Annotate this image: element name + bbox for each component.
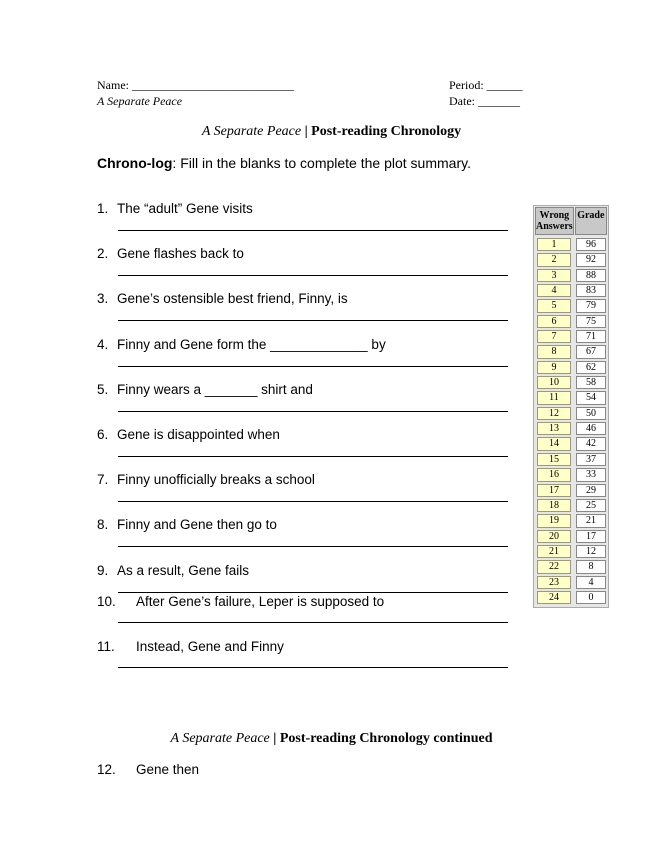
book-title-header: A Separate Peace: [97, 94, 183, 108]
question-number: 12.: [97, 762, 116, 777]
page-title-rest: | Post-reading Chronology: [301, 124, 462, 139]
question-number: 9.: [97, 563, 109, 578]
grade-cell: 67: [576, 345, 606, 358]
grade-table-row: [534, 529, 608, 544]
question-number: 4.: [97, 337, 109, 352]
wrong-answers-cell: 16: [537, 468, 571, 481]
grade-cell: 12: [576, 545, 606, 558]
question-2: [97, 246, 244, 261]
grade-table-row: [534, 452, 608, 467]
wrong-answers-cell: 18: [537, 499, 571, 512]
grade-table-row: [534, 544, 608, 559]
question-3: [97, 291, 348, 306]
grade-table-row: [534, 283, 608, 298]
wrong-answers-cell: 12: [537, 407, 571, 420]
wrong-answers-cell: 17: [537, 484, 571, 497]
answer-line[interactable]: [118, 366, 508, 367]
question-6: [97, 427, 280, 442]
continued-title-book: A Separate Peace: [170, 731, 270, 746]
grade-table-row: [534, 559, 608, 574]
wrong-answers-cell: 11: [537, 391, 571, 404]
question-number: 6.: [97, 427, 109, 442]
grade-table-row: [534, 421, 608, 436]
grade-cell: 58: [576, 376, 606, 389]
grade-table-row: [534, 298, 608, 313]
wrong-answers-cell: 3: [537, 269, 571, 282]
answer-line[interactable]: [118, 275, 508, 276]
question-11: [97, 639, 284, 654]
wrong-answers-cell: 15: [537, 453, 571, 466]
grade-cell: 71: [576, 330, 606, 343]
question-text: As a result, Gene fails: [117, 563, 250, 578]
grade-table-row: [534, 483, 608, 498]
grade-cell: 92: [576, 253, 606, 266]
question-5: [97, 382, 313, 397]
grade-cell: 96: [576, 238, 606, 251]
period-field-label: Period: ______: [449, 78, 523, 92]
instructions: [97, 155, 471, 171]
question-number: 8.: [97, 517, 109, 532]
wrong-answers-cell: 5: [537, 299, 571, 312]
question-text: Finny unofficially breaks a school: [117, 472, 315, 487]
answer-line[interactable]: [118, 411, 508, 412]
question-1: [97, 201, 253, 216]
wrong-answers-cell: 2: [537, 253, 571, 266]
question-10: [97, 594, 385, 609]
grade-table-row: [534, 498, 608, 513]
wrong-answers-cell: 7: [537, 330, 571, 343]
grade-table-row: [534, 252, 608, 267]
grade-table: [533, 205, 609, 608]
continued-title-rest: | Post-reading Chronology continued: [269, 731, 493, 746]
grade-cell: 79: [576, 299, 606, 312]
question-text: Finny and Gene then go to: [117, 517, 277, 532]
answer-line[interactable]: [118, 667, 508, 668]
grade-cell: 50: [576, 407, 606, 420]
date-field-label: Date: _______: [449, 94, 520, 108]
grade-table-row: [534, 375, 608, 390]
name-field-label: Name: ___________________________: [97, 78, 294, 92]
grade-cell: 37: [576, 453, 606, 466]
grade-table-row: [534, 406, 608, 421]
grade-cell: 88: [576, 269, 606, 282]
grade-cell: 25: [576, 499, 606, 512]
question-4: [97, 337, 386, 352]
question-text: Gene then: [136, 762, 200, 777]
grade-table-row: [534, 467, 608, 482]
grade-cell: 21: [576, 514, 606, 527]
question-number: 5.: [97, 382, 109, 397]
grade-cell: 54: [576, 391, 606, 404]
grade-cell: 75: [576, 315, 606, 328]
wrong-answers-cell: 20: [537, 530, 571, 543]
question-text: After Gene’s failure, Leper is supposed to: [136, 594, 385, 609]
wrong-answers-cell: 13: [537, 422, 571, 435]
grade-cell: 8: [576, 560, 606, 573]
question-9: [97, 563, 250, 578]
answer-line[interactable]: [118, 622, 508, 623]
question-number: 11.: [97, 639, 115, 654]
answer-line[interactable]: [118, 501, 508, 502]
grade-table-row: [534, 329, 608, 344]
grade-table-row: [534, 590, 608, 605]
wrong-answers-cell: 24: [537, 591, 571, 604]
wrong-answers-cell: 14: [537, 437, 571, 450]
question-text: The “adult” Gene visits: [117, 201, 253, 216]
grade-cell: 83: [576, 284, 606, 297]
question-number: 10.: [97, 594, 116, 609]
grade-cell: 42: [576, 437, 606, 450]
answer-line[interactable]: [118, 592, 508, 593]
question-text: Instead, Gene and Finny: [136, 639, 284, 654]
question-7: [97, 472, 315, 487]
chrono-log-label: Chrono-log: [97, 155, 173, 171]
grade-table-row: [534, 314, 608, 329]
answer-line[interactable]: [118, 456, 508, 457]
grade-table-row: [534, 436, 608, 451]
grade-table-row: [534, 513, 608, 528]
grade-cell: 4: [576, 576, 606, 589]
wrong-answers-cell: 19: [537, 514, 571, 527]
grade-cell: 17: [576, 530, 606, 543]
wrong-answers-cell: 1: [537, 238, 571, 251]
question-text: Finny wears a _______ shirt and: [117, 382, 313, 397]
grade-table-header-wrong: Wrong Answers: [535, 207, 574, 235]
wrong-answers-cell: 21: [537, 545, 571, 558]
question-number: 1.: [97, 201, 109, 216]
grade-cell: 0: [576, 591, 606, 604]
grade-cell: 62: [576, 361, 606, 374]
wrong-answers-cell: 8: [537, 345, 571, 358]
wrong-answers-cell: 9: [537, 361, 571, 374]
question-number: 3.: [97, 291, 109, 306]
answer-line[interactable]: [118, 546, 508, 547]
question-text: Gene flashes back to: [117, 246, 244, 261]
answer-line[interactable]: [118, 230, 508, 231]
grade-cell: 33: [576, 468, 606, 481]
grade-table-row: [534, 237, 608, 252]
grade-cell: 46: [576, 422, 606, 435]
chrono-log-instructions: : Fill in the blanks to complete the plot summary.: [172, 155, 471, 171]
question-number: 2.: [97, 246, 109, 261]
question-text: Gene’s ostensible best friend, Finny, is: [117, 291, 348, 306]
continued-title: [0, 731, 663, 747]
question-text: Finny and Gene form the _____________ by: [117, 337, 386, 352]
wrong-answers-cell: 22: [537, 560, 571, 573]
grade-table-row: [534, 390, 608, 405]
grade-cell: 29: [576, 484, 606, 497]
grade-table-row: [534, 344, 608, 359]
question-8: [97, 517, 277, 532]
grade-table-row: [534, 360, 608, 375]
question-12: [97, 762, 200, 777]
wrong-answers-cell: 23: [537, 576, 571, 589]
question-number: 7.: [97, 472, 109, 487]
wrong-answers-cell: 4: [537, 284, 571, 297]
wrong-answers-cell: 10: [537, 376, 571, 389]
question-text: Gene is disappointed when: [117, 427, 280, 442]
answer-line[interactable]: [118, 320, 508, 321]
page-title: [0, 124, 663, 140]
page-title-book: A Separate Peace: [201, 124, 302, 139]
grade-table-header-grade: Grade: [575, 207, 607, 235]
grade-table-row: [534, 575, 608, 590]
wrong-answers-cell: 6: [537, 315, 571, 328]
grade-table-row: [534, 268, 608, 283]
